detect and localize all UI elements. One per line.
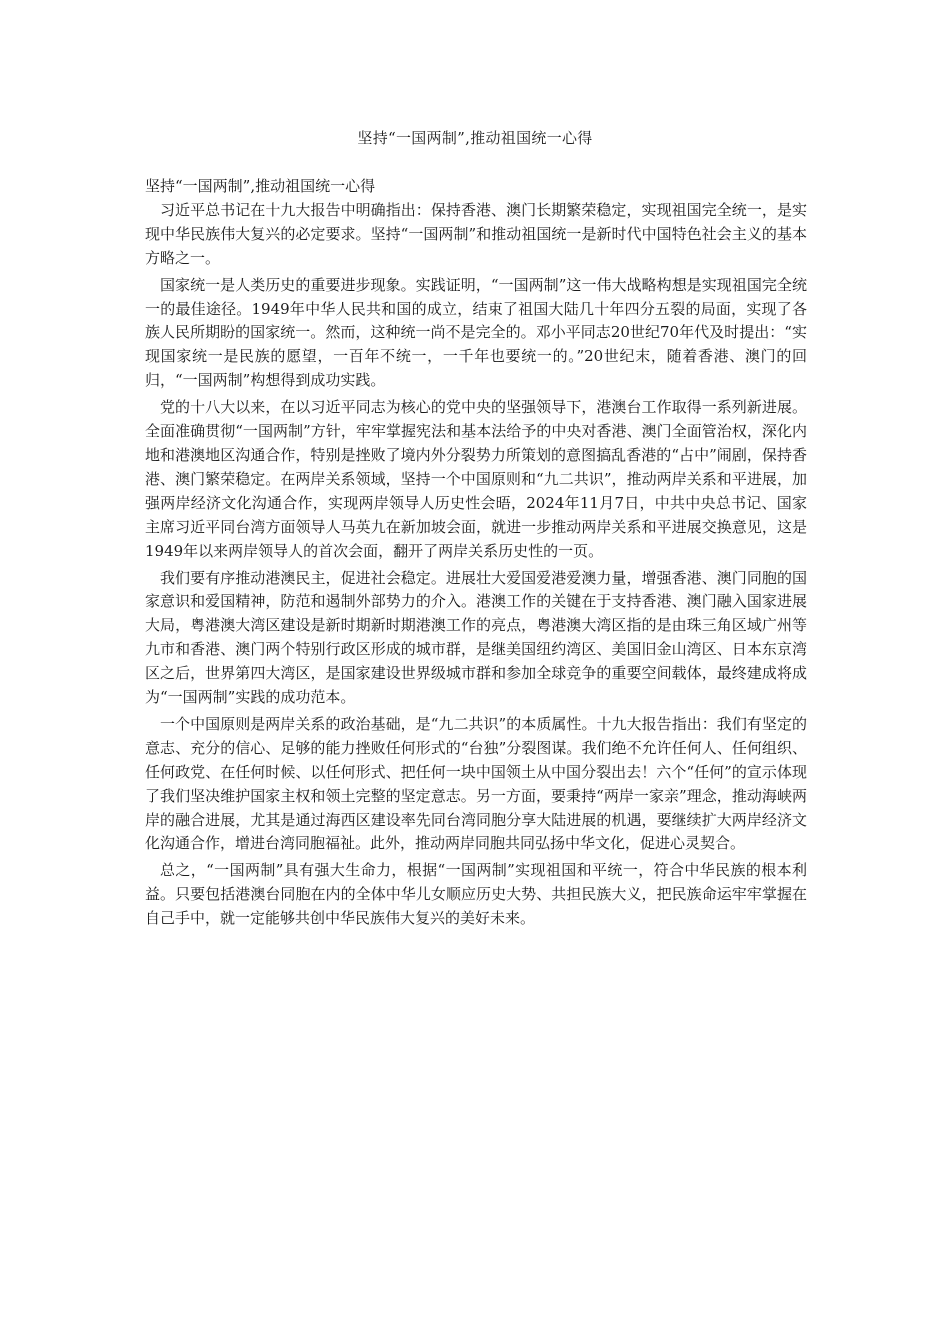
- paragraph-5: 一个中国原则是两岸关系的政治基础，是“九二共识”的本质属性。十九大报告指出：我们有坚定的意志、充分的信心、足够的能力挫败任何形式的“台独”分裂图谋。我们绝不允许任何人、任何组织、任何政党、在任何时候、以任何形式、把任何一块中国领土从中国分裂出去！六个“任何”的宣示体现了我们坚决维护国家主权和领土完整的坚定意志。另一方面，要秉持“两岸一家亲”理念，推动海峡两岸的融合进展，尤其是通过海西区建设率先同台湾同胞分享大陆进展的机遇，要继续扩大两岸经济文化沟通合作，增进台湾同胞福祉。此外，推动两岸同胞共同弘扬中华文化，促进心灵契合。: [145, 714, 807, 853]
- paragraph-3: 党的十八大以来，在以习近平同志为核心的党中央的坚强领导下，港澳台工作取得一系列新进展。全面准确贯彻“一国两制”方针，牢牢掌握宪法和基本法给予的中央对香港、澳门全面管治权，深化内地和港澳地区沟通合作，特别是挫败了境内外分裂势力所策划的意图搞乱香港的“占中”闹剧，保持香港、澳门繁荣稳定。在两岸关系领域，坚持一个中国原则和“九二共识”，推动两岸关系和平进展，加强两岸经济文化沟通合作，实现两岸领导人历史性会晤，2024年11月7日，中共中央总书记、国家主席习近平同台湾方面领导人马英九在新加坡会面，就进一步推动两岸关系和平进展交换意见，这是1949年以来两岸领导人的首次会面，翻开了两岸关系历史性的一页。: [145, 398, 807, 560]
- paragraph-1: 习近平总书记在十九大报告中明确指出：保持香港、澳门长期繁荣稳定，实现祖国完全统一，是实现中华民族伟大复兴的必定要求。坚持“一国两制”和推动祖国统一是新时代中国特色社会主义的基本方略之一。: [145, 200, 807, 267]
- document-title: 坚持“一国两制”,推动祖国统一心得: [357, 129, 593, 147]
- document-subtitle: 坚持“一国两制”,推动祖国统一心得: [145, 177, 376, 195]
- paragraph-2: 国家统一是人类历史的重要进步现象。实践证明，“一国两制”这一伟大战略构想是实现祖国完全统一的最佳途径。1949年中华人民共和国的成立，结束了祖国大陆几十年四分五裂的局面，实现了各族人民所期盼的国家统一。然而，这种统一尚不是完全的。邓小平同志20世纪70年代及时提出：“实现国家统一是民族的愿望，一百年不统一，一千年也要统一的。”20世纪末，随着香港、澳门的回归，“一国两制”构想得到成功实践。: [145, 275, 807, 390]
- document-body: [145, 175, 807, 934]
- paragraph-6: 总之，“一国两制”具有强大生命力，根据“一国两制”实现祖国和平统一，符合中华民族的根本利益。只要包括港澳台同胞在内的全体中华儿女顺应历史大势、共担民族大义，把民族命运牢牢掌握在自己手中，就一定能够共创中华民族伟大复兴的美好未来。: [145, 861, 807, 928]
- paragraph-4: 我们要有序推动港澳民主，促进社会稳定。进展壮大爱国爱港爱澳力量，增强香港、澳门同胞的国家意识和爱国精神，防范和遏制外部势力的介入。港澳工作的关键在于支持香港、澳门融入国家进展大局，粤港澳大湾区建设是新时期新时期港澳工作的亮点，粤港澳大湾区指的是由珠三角区域广州等九市和香港、澳门两个特别行政区形成的城市群，是继美国纽约湾区、美国旧金山湾区、日本东京湾区之后，世界第四大湾区，是国家建设世界级城市群和参加全球竞争的重要空间载体，最终建成将成为“一国两制”实践的成功范本。: [145, 568, 807, 707]
